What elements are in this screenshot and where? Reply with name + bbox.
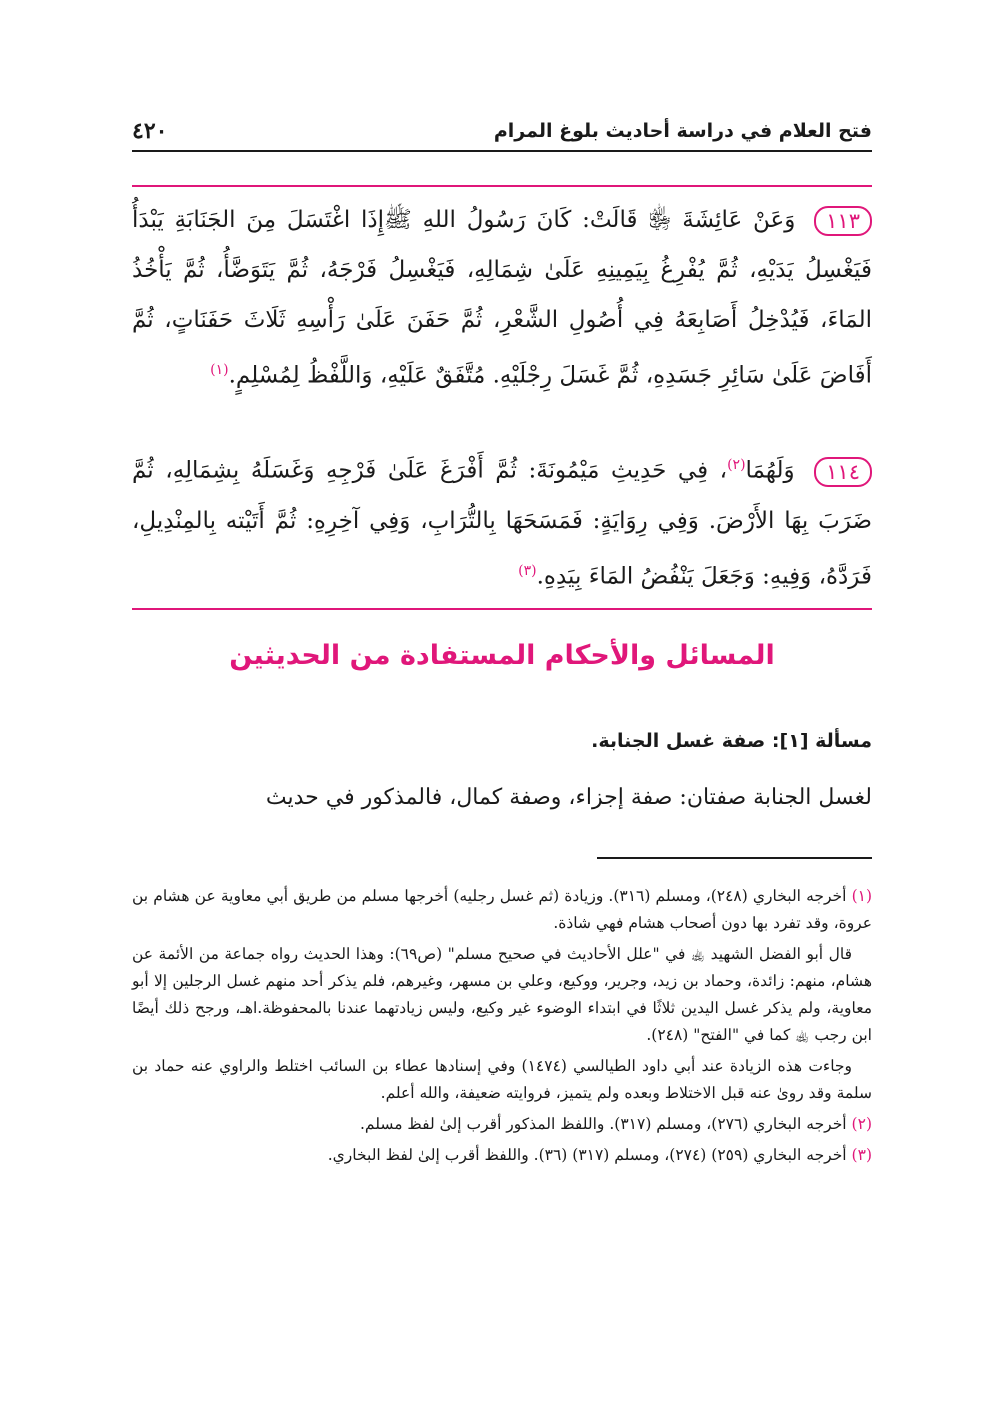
footnote-text: أخرجه البخاري (٢٧٦)، ومسلم (٣١٧). واللفظ المذكور أقرب إلىٰ لفظ مسلم. xyxy=(360,1115,847,1133)
footnote-separator xyxy=(597,857,872,859)
hadith-113 xyxy=(132,195,872,401)
hadith-text-intro: وَلَهُمَا xyxy=(745,457,795,484)
footnote-1-paragraph-3: وجاءت هذه الزيادة عند أبي داود الطيالسي (١٤٧٤) وفي إسنادها عطاء بن السائب اختلط والراوي عنه حماد بن سلمة وقد روىٰ عنه قبل الاختلاط وبعده ولم يتميز، فروايته ضعيفة، والله أعلم. xyxy=(132,1057,872,1102)
footnote-ref-3: (٣) xyxy=(518,562,537,579)
hadith-114 xyxy=(132,440,872,601)
body-paragraph: لغسل الجنابة صفتان: صفة إجزاء، وصفة كمال، فالمذكور في حديث xyxy=(265,785,872,810)
hadith-number-badge: ١١٣ xyxy=(814,206,872,236)
footnote-ref-1: (١) xyxy=(210,362,229,378)
hadith-text: وَعَنْ عَائِشَةَ ﵂ قَالَتْ: كَانَ رَسُولُ اللهِ ﷺإِذَا اغْتَسَلَ مِنَ الجَنَابَةِ يَبْدَأُ فَيَغْسِلُ يَدَيْهِ، ثُمَّ يُفْرِغُ بِيَمِينِهِ عَلَىٰ شِمَالِهِ، فَيَغْسِلُ فَرْجَهُ، ثُمَّ يَتَوَضَّأُ، ثُمَّ يَأْخُذُ المَاءَ، فَيُدْخِلُ أَصَابِعَهُ فِي أُصُولِ الشَّعْرِ، ثُمَّ حَفَنَ عَلَىٰ رَأْسِهِ ثَلَاثَ حَفَنَاتٍ، ثُمَّ أَفَاضَ عَلَىٰ سَائِرِ جَسَدِهِ، ثُمَّ غَسَلَ رِجْلَيْهِ. مُتَّفَقٌ عَلَيْهِ، وَاللَّفْظُ لِمُسْلِمٍ. xyxy=(132,207,872,389)
hadith-number-badge: ١١٤ xyxy=(814,457,872,487)
section-title: المسائل والأحكام المستفادة من الحديثين xyxy=(229,640,775,671)
hadith-top-rule xyxy=(132,185,872,187)
footnote-1-paragraph-2: قال أبو الفضل الشهيد ﵀ في "علل الأحاديث في صحيح مسلم" (ص٦٩): وهذا الحديث رواه جماعة من الأئمة عن هشام، منهم: زائدة، وحماد بن زيد، وجرير، ووكيع، وعلي بن مسهر، وغيرهم، فلم يذكر أحد منهم غسل الرجلين إلا أبو معاوية، ولم يذكر غسل اليدين ثلاثًا في ابتداء الوضوء غير وكيع، وليس زيادتهما عندنا بالمحفوظة.اهـ، ورجح ذلك أيضًا ابن رجب ﵀ كما في "الفتح" (٢٤٨). xyxy=(132,945,872,1044)
masala-heading xyxy=(591,730,872,752)
footnotes xyxy=(132,883,872,1173)
footnote-number: (٣) xyxy=(851,1146,872,1164)
hadith-text: ، فِي حَدِيثِ مَيْمُونَةَ: ثُمَّ أَفْرَغَ عَلَىٰ فَرْجِهِ وَغَسَلَهُ بِشِمَالِهِ، ثُمَّ ضَرَبَ بِهَا الأَرْضَ. وَفِي رِوَايَةٍ: فَمَسَحَهَا بِالتُّرَابِ، وَفِي آخِرِهِ: ثُمَّ أَتَيْته بِالمِنْدِيلِ، فَرَدَّهُ، وَفِيهِ: وَجَعَلَ يَنْفُضُ المَاءَ بِيَدِهِ. xyxy=(132,457,872,590)
footnote-1 xyxy=(132,883,872,937)
masala-title: صفة غسل الجنابة. xyxy=(591,730,766,752)
footnote-ref-2: (٢) xyxy=(727,457,746,473)
page-number: ٤٢٠ xyxy=(132,118,168,144)
footnote-3 xyxy=(132,1142,872,1169)
footnote-number: (١) xyxy=(851,887,873,905)
masala-label: مسألة [١]: xyxy=(771,730,872,752)
running-header-title: فتح العلام في دراسة أحاديث بلوغ المرام xyxy=(493,120,872,142)
hadith-bottom-rule xyxy=(132,608,872,610)
footnote-text: أخرجه البخاري (٢٥٩) (٢٧٤)، ومسلم (٣١٧) (٣٦). واللفظ أقرب إلىٰ لفظ البخاري. xyxy=(327,1146,847,1164)
footnote-text: أخرجه البخاري (٢٤٨)، ومسلم (٣١٦). وزيادة (ثم غسل رجليه) أخرجها مسلم من طريق أبي معاوية عن هشام بن عروة، وقد تفرد بها دون أصحاب هشام فهي شاذة. xyxy=(132,887,872,932)
footnote-number: (٢) xyxy=(851,1115,872,1133)
header-rule xyxy=(132,150,872,152)
footnote-2 xyxy=(132,1111,872,1138)
